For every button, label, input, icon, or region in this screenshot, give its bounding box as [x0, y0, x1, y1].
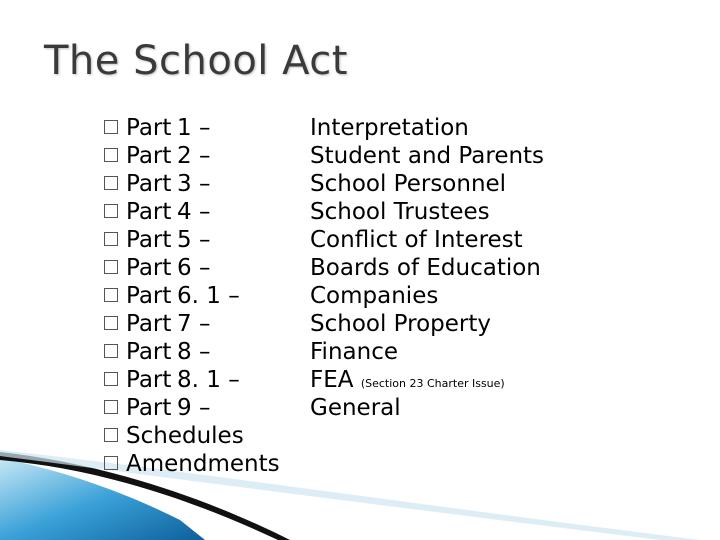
slide-title: The School Act — [44, 38, 348, 84]
part-note: (Section 23 Charter Issue) — [360, 377, 505, 390]
list-item: Part 9 – — [104, 394, 280, 422]
list-item: Part 6. 1 – — [104, 282, 280, 310]
part-description: Conflict of Interest — [310, 227, 523, 253]
list-item: Schedules — [104, 422, 280, 450]
list-item: Part 4 – — [104, 198, 280, 226]
checkbox-bullet-icon — [104, 204, 118, 218]
list-item: Part 1 – — [104, 114, 280, 142]
checkbox-bullet-icon — [104, 288, 118, 302]
parts-list — [104, 114, 280, 478]
part-description: Companies — [310, 283, 439, 309]
checkbox-bullet-icon — [104, 428, 118, 442]
checkbox-bullet-icon — [104, 232, 118, 246]
descriptions-column — [310, 114, 544, 422]
part-description: Boards of Education — [310, 255, 541, 281]
list-item: Part 6 – — [104, 254, 280, 282]
part-description: School Personnel — [310, 171, 507, 197]
checkbox-bullet-icon — [104, 400, 118, 414]
part-description: General — [310, 395, 401, 421]
checkbox-bullet-icon — [104, 120, 118, 134]
part-description: Finance — [310, 339, 398, 365]
part-description: FEA (Section 23 Charter Issue) — [310, 367, 505, 393]
list-item: Part 7 – — [104, 310, 280, 338]
list-item: Part 5 – — [104, 226, 280, 254]
list-item: Part 3 – — [104, 170, 280, 198]
part-description: Interpretation — [310, 115, 469, 141]
checkbox-bullet-icon — [104, 344, 118, 358]
part-description: School Property — [310, 311, 491, 337]
list-item: Part 8. 1 – — [104, 366, 280, 394]
checkbox-bullet-icon — [104, 260, 118, 274]
checkbox-bullet-icon — [104, 176, 118, 190]
checkbox-bullet-icon — [104, 316, 118, 330]
checkbox-bullet-icon — [104, 372, 118, 386]
checkbox-bullet-icon — [104, 456, 118, 470]
part-description: School Trustees — [310, 199, 490, 225]
list-item: Part 8 – — [104, 338, 280, 366]
part-description: Student and Parents — [310, 143, 545, 169]
list-item: Part 2 – — [104, 142, 280, 170]
list-item: Amendments — [104, 450, 280, 478]
checkbox-bullet-icon — [104, 148, 118, 162]
